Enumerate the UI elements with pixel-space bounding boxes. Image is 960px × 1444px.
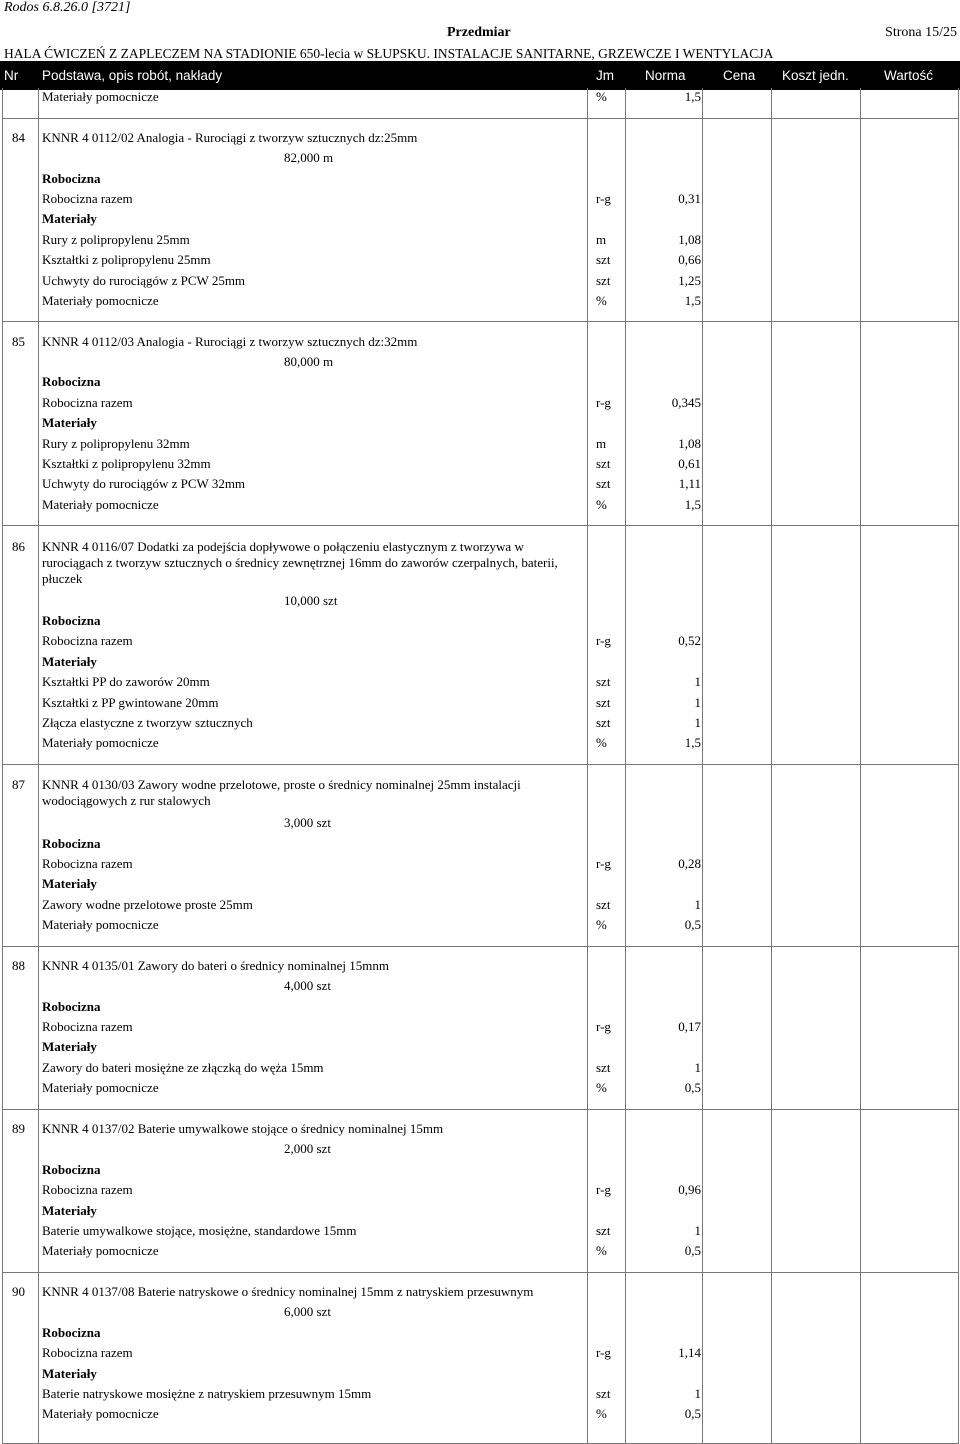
grid-line — [702, 88, 703, 1444]
row-unit: r-g — [596, 855, 611, 871]
section-robocizna: Robocizna — [42, 1324, 101, 1340]
row-unit: r-g — [596, 394, 611, 410]
row-label: Kształtki z PP gwintowane 20mm — [42, 694, 219, 710]
row-norm: 1,5 — [684, 292, 701, 308]
section-row — [0, 834, 960, 854]
section-materialy: Materiały — [42, 1202, 97, 1218]
table-row — [0, 1404, 960, 1424]
table-row — [0, 672, 960, 692]
position-number: 85 — [12, 333, 25, 349]
row-norm: 0,17 — [678, 1019, 701, 1035]
row-unit: szt — [596, 1059, 611, 1075]
row-unit: r-g — [596, 190, 611, 206]
row-norm: 1,11 — [678, 476, 701, 492]
row-unit: szt — [596, 252, 611, 268]
position-quantity: 3,000 szt — [284, 815, 331, 831]
table-row — [0, 434, 960, 454]
table-row — [0, 1241, 960, 1261]
row-label: Materiały pomocnicze — [42, 292, 159, 308]
section-robocizna: Robocizna — [42, 612, 101, 628]
section-row — [0, 997, 960, 1017]
row-norm: 1,14 — [678, 1345, 701, 1361]
row-norm: 1,08 — [678, 435, 701, 451]
row-unit: % — [596, 292, 607, 308]
position-quantity: 80,000 m — [284, 354, 334, 370]
grid-line — [625, 88, 626, 1444]
row-unit: r-g — [596, 1019, 611, 1035]
quantity-row — [0, 352, 960, 372]
table-row — [0, 733, 960, 753]
row-label: Kształtki z polipropylenu 25mm — [42, 252, 211, 268]
row-unit: szt — [596, 896, 611, 912]
section-row — [0, 1201, 960, 1221]
quantity-row — [0, 976, 960, 996]
table-row — [0, 474, 960, 494]
grid-line — [2, 525, 958, 526]
row-label: Robocizna razem — [42, 394, 133, 410]
estimate-table — [0, 87, 960, 1425]
position-header-row — [0, 956, 960, 976]
position-number: 84 — [12, 129, 25, 145]
grid-line — [958, 88, 959, 1444]
position-quantity: 82,000 m — [284, 150, 334, 166]
col-cena: Cena — [723, 68, 756, 83]
document-title: Przedmiar — [447, 25, 511, 40]
table-row — [0, 393, 960, 413]
quantity-row — [0, 813, 960, 833]
project-title: HALA ĆWICZEŃ Z ZAPLECZEM NA STADIONIE 650-lecia w SŁUPSKU. INSTALACJE SANITARNE, GRZEWCZE I WENTYLACJA — [4, 46, 774, 61]
row-label: Zawory wodne przelotowe proste 25mm — [42, 896, 253, 912]
col-koszt: Koszt jedn. — [782, 68, 849, 83]
row-label: Rury z polipropylenu 25mm — [42, 231, 190, 247]
app-version: Rodos 6.8.26.0 [3721] — [4, 0, 131, 15]
grid-line — [38, 88, 39, 1444]
grid-line — [2, 118, 958, 119]
row-label: Materiały pomocnicze — [42, 496, 159, 512]
row-unit: szt — [596, 674, 611, 690]
row-unit: % — [596, 1080, 607, 1096]
row-label: Baterie natryskowe mosiężne z natryskiem przesuwnym 15mm — [42, 1386, 372, 1402]
section-robocizna: Robocizna — [42, 170, 101, 186]
table-row — [0, 693, 960, 713]
table-row — [0, 895, 960, 915]
row-norm: 0,28 — [678, 855, 701, 871]
table-row — [0, 1221, 960, 1241]
row-norm: 0,52 — [678, 633, 701, 649]
table-row — [0, 1017, 960, 1037]
section-row — [0, 209, 960, 229]
row-label: Materiały pomocnicze — [42, 89, 159, 104]
row-unit: szt — [596, 476, 611, 492]
row-unit: szt — [596, 694, 611, 710]
table-row — [0, 1384, 960, 1404]
position-description: KNNR 4 0112/03 Analogia - Rurociągi z tworzyw sztucznych dz:32mm — [42, 333, 418, 349]
row-label: Kształtki z polipropylenu 32mm — [42, 456, 211, 472]
row-norm: 0,5 — [684, 1243, 701, 1259]
position-description: KNNR 4 0116/07 Dodatki za podejścia dopływowe o połączeniu elastycznym z tworzywa w rurociągach z tworzyw sztucznych o średnicy zewnętrznej 16mm do zaworów czerpalnych, baterii, płuczek — [42, 538, 558, 586]
position-number: 88 — [12, 957, 25, 973]
section-row — [0, 372, 960, 392]
col-jm: Jm — [596, 68, 614, 83]
section-row — [0, 169, 960, 189]
quantity-row — [0, 591, 960, 611]
section-materialy: Materiały — [42, 1365, 97, 1381]
position-quantity: 2,000 szt — [284, 1141, 331, 1157]
row-label: Złącza elastyczne z tworzyw sztucznych — [42, 714, 253, 730]
section-row — [0, 1037, 960, 1057]
section-materialy: Materiały — [42, 1039, 97, 1055]
row-label: Uchwyty do rurociągów z PCW 25mm — [42, 272, 246, 288]
position-quantity: 6,000 szt — [284, 1304, 331, 1320]
row-label: Zawory do bateri mosiężne ze złączką do węża 15mm — [42, 1059, 324, 1075]
section-materialy: Materiały — [42, 876, 97, 892]
table-row — [0, 250, 960, 270]
row-label: Robocizna razem — [42, 190, 133, 206]
position-quantity: 4,000 szt — [284, 978, 331, 994]
row-unit: szt — [596, 272, 611, 288]
table-row — [0, 291, 960, 311]
quantity-row — [0, 1302, 960, 1322]
row-norm: 0,5 — [684, 1406, 701, 1422]
row-unit: r-g — [596, 1345, 611, 1361]
row-norm: 1 — [694, 674, 701, 690]
section-row — [0, 611, 960, 631]
row-unit: % — [596, 89, 607, 104]
position-description: KNNR 4 0137/08 Baterie natryskowe o średnicy nominalnej 15mm z natryskiem przesuwnym — [42, 1284, 534, 1300]
row-unit: r-g — [596, 633, 611, 649]
row-unit: % — [596, 496, 607, 512]
position-number: 89 — [12, 1120, 25, 1136]
row-norm: 1 — [694, 1222, 701, 1238]
position-description: KNNR 4 0137/02 Baterie umywalkowe stojące o średnicy nominalnej 15mm — [42, 1120, 444, 1136]
row-label: Baterie umywalkowe stojące, mosiężne, standardowe 15mm — [42, 1222, 357, 1238]
row-unit: m — [596, 231, 607, 247]
position-header-row — [0, 332, 960, 352]
table-row — [0, 631, 960, 651]
row-unit: szt — [596, 714, 611, 730]
position-number: 86 — [12, 538, 25, 554]
table-row — [0, 271, 960, 291]
table-row — [0, 1058, 960, 1078]
row-label: Materiały pomocnicze — [42, 1406, 159, 1422]
row-label: Robocizna razem — [42, 1182, 133, 1198]
section-row — [0, 652, 960, 672]
position-header-row — [0, 128, 960, 148]
col-nr: Nr — [4, 68, 19, 83]
position-header-row — [0, 1119, 960, 1139]
row-norm: 0,345 — [671, 394, 701, 410]
row-label: Materiały pomocnicze — [42, 1243, 159, 1259]
section-row — [0, 1364, 960, 1384]
row-unit: % — [596, 735, 607, 751]
table-row — [0, 915, 960, 935]
row-label: Uchwyty do rurociągów z PCW 32mm — [42, 476, 246, 492]
grid-line — [771, 88, 772, 1444]
col-norma: Norma — [645, 68, 686, 83]
table-row — [0, 230, 960, 250]
page-number: Strona 15/25 — [885, 25, 957, 40]
row-norm: 1 — [694, 896, 701, 912]
grid-line — [2, 88, 3, 1444]
row-label: Robocizna razem — [42, 855, 133, 871]
quantity-row — [0, 148, 960, 168]
grid-line — [2, 1272, 958, 1273]
position-header-row — [0, 536, 960, 591]
quantity-row — [0, 1139, 960, 1159]
row-unit: m — [596, 435, 607, 451]
section-materialy: Materiały — [42, 415, 97, 431]
grid-line — [2, 946, 958, 947]
row-label: Rury z polipropylenu 32mm — [42, 435, 190, 451]
row-unit: szt — [596, 456, 611, 472]
table-row — [0, 189, 960, 209]
position-description: KNNR 4 0130/03 Zawory wodne przelotowe, proste o średnicy nominalnej 25mm instalacji wodociągowych z rur stalowych — [42, 777, 521, 809]
section-robocizna: Robocizna — [42, 998, 101, 1014]
grid-line — [860, 88, 861, 1444]
table-row — [0, 713, 960, 733]
row-label: Kształtki PP do zaworów 20mm — [42, 674, 210, 690]
table-row — [0, 87, 960, 107]
row-label: Robocizna razem — [42, 633, 133, 649]
row-label: Materiały pomocnicze — [42, 1080, 159, 1096]
table-row — [0, 854, 960, 874]
position-header-row — [0, 774, 960, 813]
row-norm: 0,31 — [678, 190, 701, 206]
section-row — [0, 1323, 960, 1343]
section-row — [0, 874, 960, 894]
col-desc: Podstawa, opis robót, nakłady — [42, 68, 223, 83]
grid-line — [2, 1109, 958, 1110]
row-norm: 1,08 — [678, 231, 701, 247]
row-unit: % — [596, 1406, 607, 1422]
position-description: KNNR 4 0135/01 Zawory do bateri o średnicy nominalnej 15mnm — [42, 957, 389, 973]
section-robocizna: Robocizna — [42, 374, 101, 390]
row-label: Materiały pomocnicze — [42, 735, 159, 751]
grid-line — [2, 321, 958, 322]
section-row — [0, 1160, 960, 1180]
table-row — [0, 495, 960, 515]
position-description: KNNR 4 0112/02 Analogia - Rurociągi z tworzyw sztucznych dz:25mm — [42, 129, 418, 145]
position-header-row — [0, 1282, 960, 1302]
row-norm: 0,5 — [684, 1080, 701, 1096]
col-wartosc: Wartość — [884, 68, 934, 83]
row-unit: szt — [596, 1222, 611, 1238]
row-norm: 1,5 — [684, 496, 701, 512]
row-norm: 1 — [694, 694, 701, 710]
position-number: 90 — [12, 1284, 25, 1300]
row-norm: 0,66 — [678, 252, 701, 268]
section-robocizna: Robocizna — [42, 1161, 101, 1177]
row-norm: 1,25 — [678, 272, 701, 288]
row-norm: 1 — [694, 1386, 701, 1402]
row-norm: 1 — [694, 714, 701, 730]
row-unit: % — [596, 1243, 607, 1259]
row-unit: r-g — [596, 1182, 611, 1198]
grid-line — [587, 88, 588, 1444]
row-label: Robocizna razem — [42, 1345, 133, 1361]
section-row — [0, 413, 960, 433]
table-row — [0, 1180, 960, 1200]
row-norm: 1,5 — [684, 735, 701, 751]
row-unit: % — [596, 917, 607, 933]
table-header — [0, 61, 960, 90]
row-label: Robocizna razem — [42, 1019, 133, 1035]
table-row — [0, 454, 960, 474]
row-unit: szt — [596, 1386, 611, 1402]
section-materialy: Materiały — [42, 211, 97, 227]
row-norm: 1 — [694, 1059, 701, 1075]
row-label: Materiały pomocnicze — [42, 917, 159, 933]
section-robocizna: Robocizna — [42, 835, 101, 851]
row-norm: 0,96 — [678, 1182, 701, 1198]
row-norm: 0,61 — [678, 456, 701, 472]
row-norm: 0,5 — [684, 917, 701, 933]
position-number: 87 — [12, 777, 25, 793]
table-row — [0, 1078, 960, 1098]
grid-line — [2, 764, 958, 765]
row-norm: 1,5 — [684, 89, 701, 104]
table-row — [0, 1343, 960, 1363]
position-quantity: 10,000 szt — [284, 592, 338, 608]
section-materialy: Materiały — [42, 653, 97, 669]
